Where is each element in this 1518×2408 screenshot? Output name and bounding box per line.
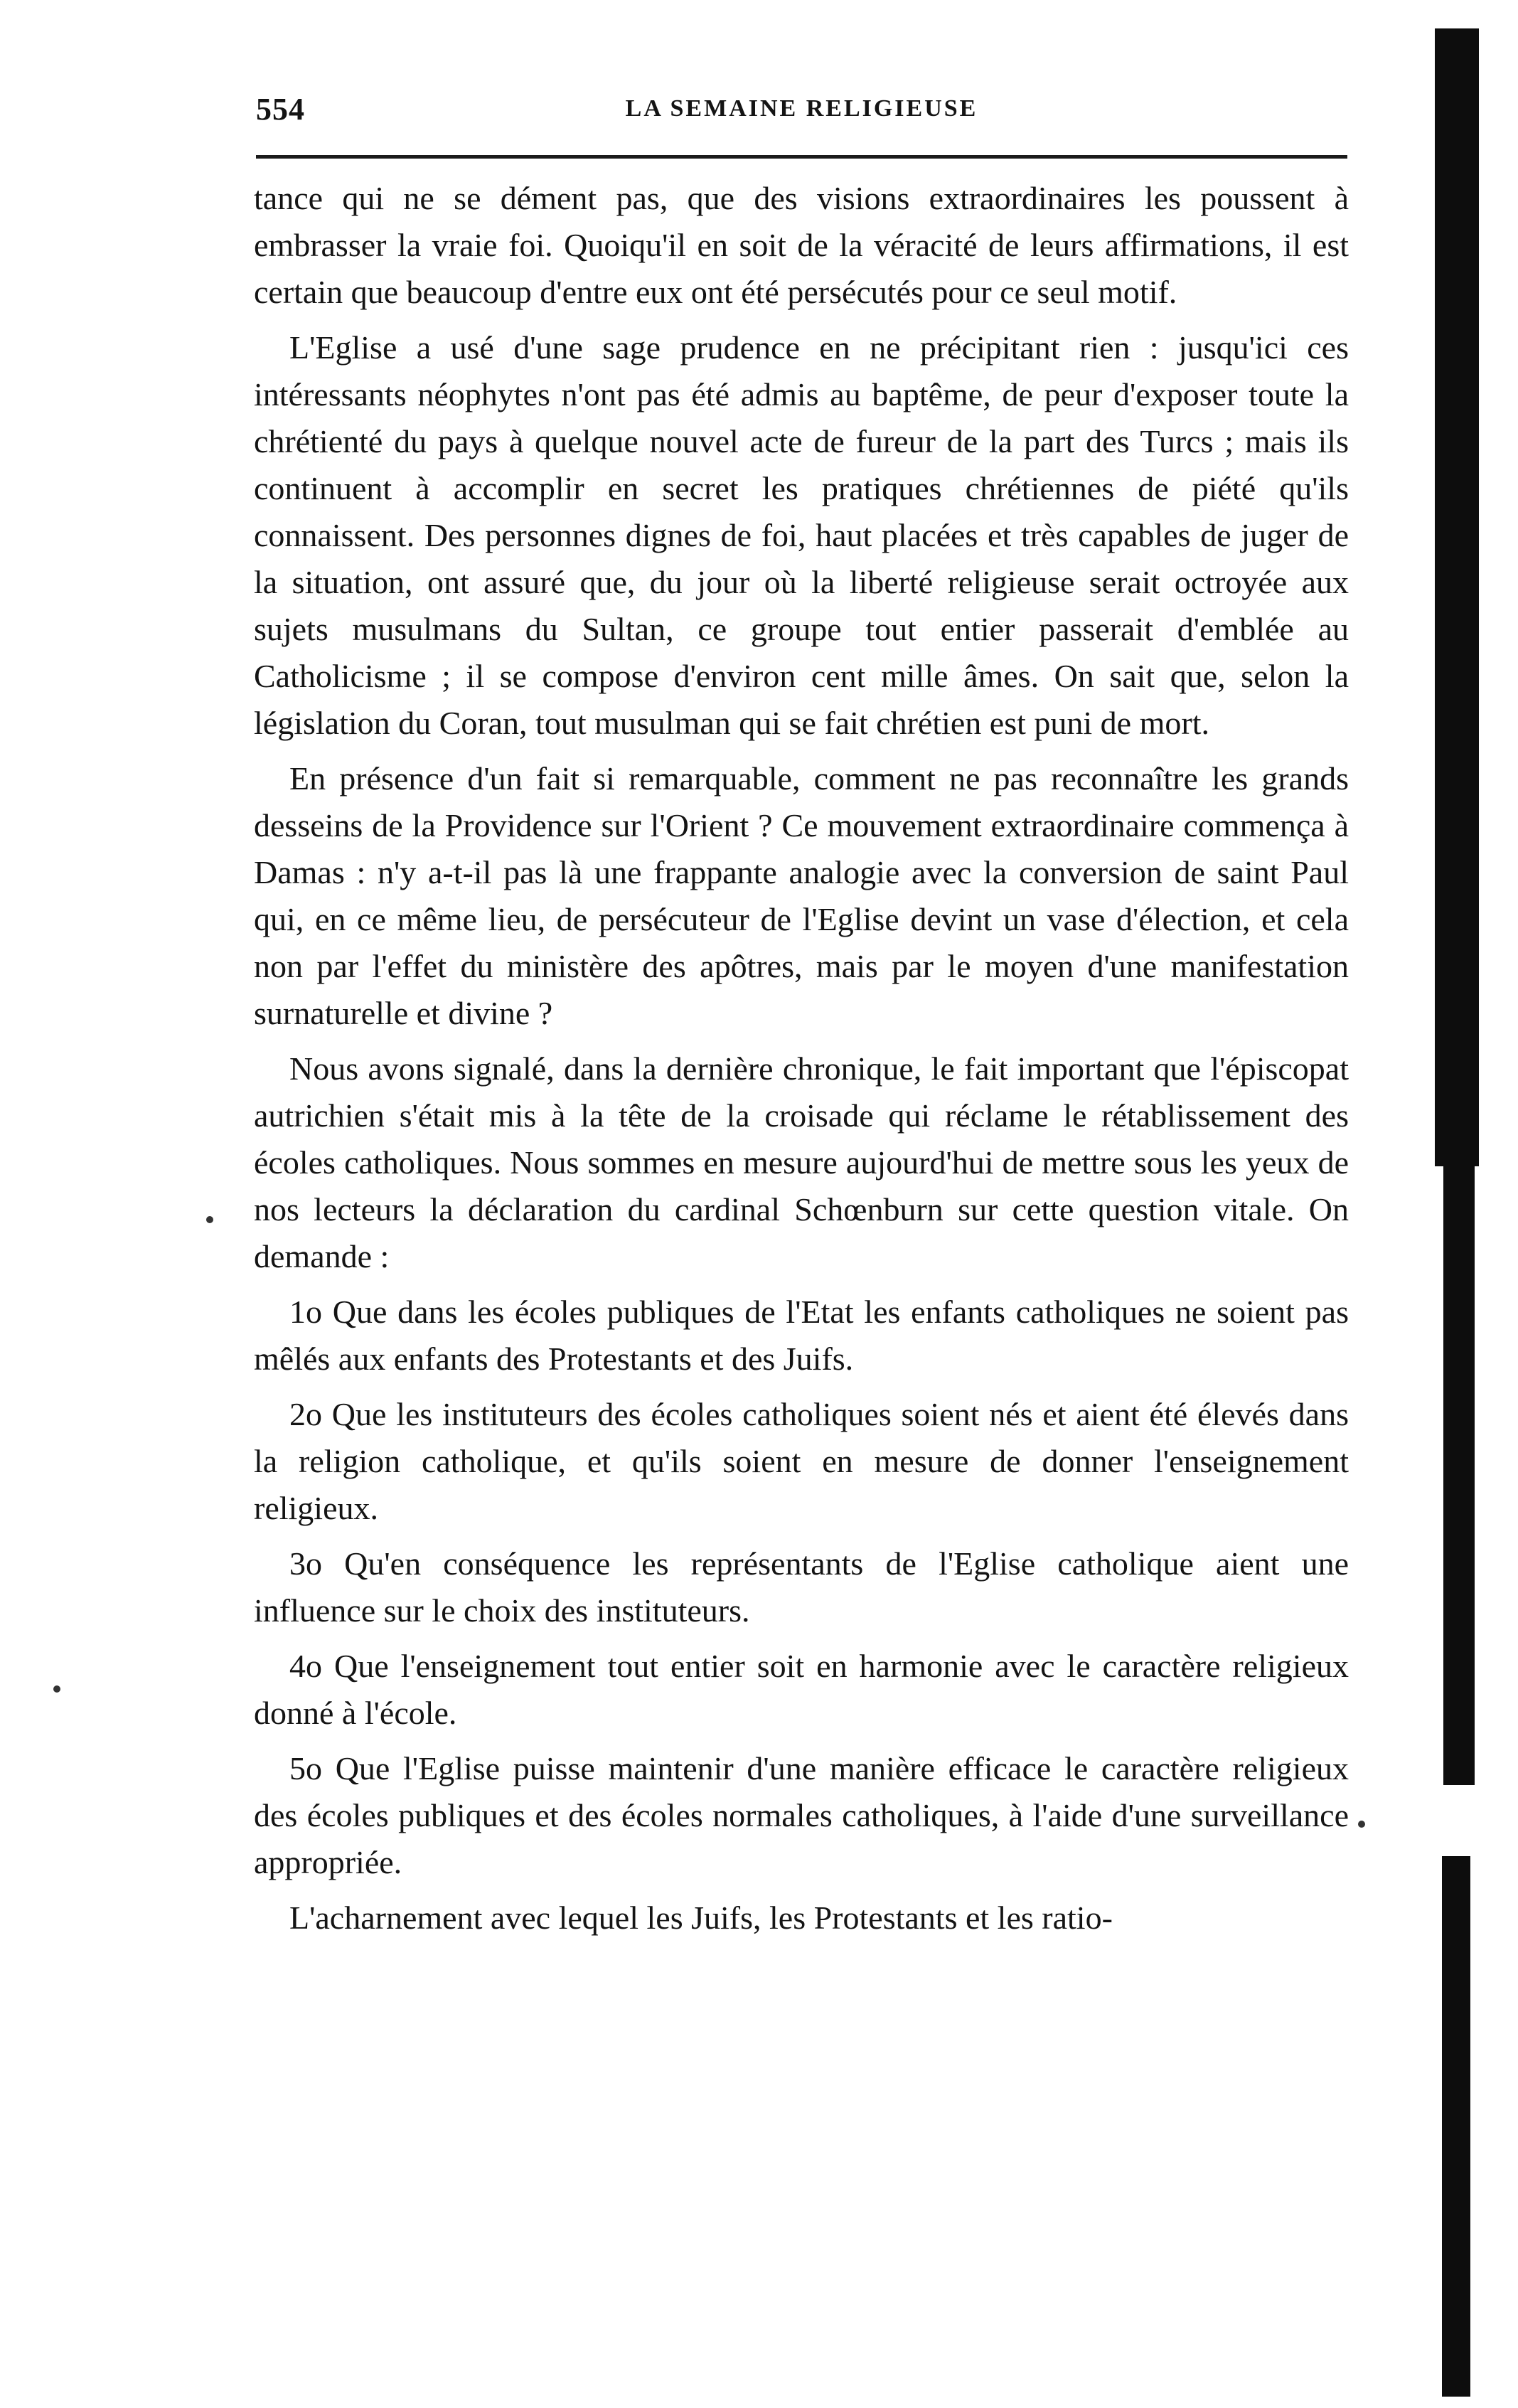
scan-speck [53,1685,60,1693]
scan-speck [1358,1821,1365,1828]
page-header [256,91,1347,134]
paragraph-schoenburn-declaration: Nous avons signalé, dans la dernière chronique, le fait important que l'épiscopat autrichien s'était mis à la tête de la croisade qui réclame le rétablissement des écoles catholiques. Nous sommes en mesure aujourd'hui de mettre sous les yeux de nos lecteurs la déclaration du cardinal Schœnburn sur cette question vitale. On demande : [254,1050,1349,1274]
demand-item-2: 2o Que les instituteurs des écoles catholiques soient nés et aient été élevés dans la religion catholique, et qu'ils soient en mesure de donner l'enseignement religieux. [254,1396,1349,1526]
paragraph-eglise-prudence: L'Eglise a usé d'une sage prudence en ne précipitant rien : jusqu'ici ces intéressants néophytes n'ont pas été admis au baptême, de peur d'exposer toute la chrétienté du pays à quelque nouvel acte de fureur de la part des Turcs ; mais ils continuent à accomplir en secret les pratiques chrétiennes de piété qu'ils connaissent. Des personnes dignes de foi, haut placées et très capables de juger de la situation, ont assuré que, du jour où la liberté religieuse serait octroyée aux sujets musulmans du Sultan, ce groupe tout entier passerait d'emblée au Catholicisme ; il se compose d'environ cent mille âmes. On sait que, selon la législation du Coran, tout musulman qui se fait chrétien est puni de mort. [254,329,1349,741]
demand-item-1: 1o Que dans les écoles publiques de l'Etat les enfants catholiques ne soient pas mêlés aux enfants des Protestants et des Juifs. [254,1294,1349,1377]
scan-edge-shadow [1435,28,1479,1166]
demand-item-5: 5o Que l'Eglise puisse maintenir d'une manière efficace le caractère religieux des écoles publiques et des écoles normales catholiques, à l'aide d'une surveillance appropriée. [254,1750,1349,1880]
scan-edge-shadow [1442,1856,1470,2397]
paragraph-continuation: tance qui ne se dément pas, que des visions extraordinaires les poussent à embrasser la vraie foi. Quoiqu'il en soit de la véracité de leurs affirmations, il est certain que beaucoup d'entre eux ont été persécutés pour ce seul motif. [254,180,1349,310]
demand-item-3: 3o Qu'en conséquence les représentants de l'Eglise catholique aient une influence sur le choix des instituteurs. [254,1545,1349,1629]
body-text [254,175,1349,1950]
scan-edge-shadow [1443,1166,1475,1785]
header-rule [256,155,1347,159]
scan-speck [206,1216,213,1223]
paragraph-providence: En présence d'un fait si remarquable, comment ne pas reconnaître les grands desseins de la Providence sur l'Orient ? Ce mouvement extraordinaire commença à Damas : n'y a-t-il pas là une frappante analogie avec la conversion de saint Paul qui, en ce même lieu, de persécuteur de l'Eglise devint un vase d'élection, et cela non par l'effet du ministère des apôtres, mais par le moyen d'une manifestation surnaturelle et divine ? [254,760,1349,1031]
page-number: 554 [256,92,305,127]
running-title: LA SEMAINE RELIGIEUSE [625,95,978,122]
paragraph-acharnement: L'acharnement avec lequel les Juifs, les Protestants et les ratio- [289,1900,1113,1936]
demand-item-4: 4o Que l'enseignement tout entier soit en harmonie avec le caractère religieux donné à l'école. [254,1648,1349,1731]
